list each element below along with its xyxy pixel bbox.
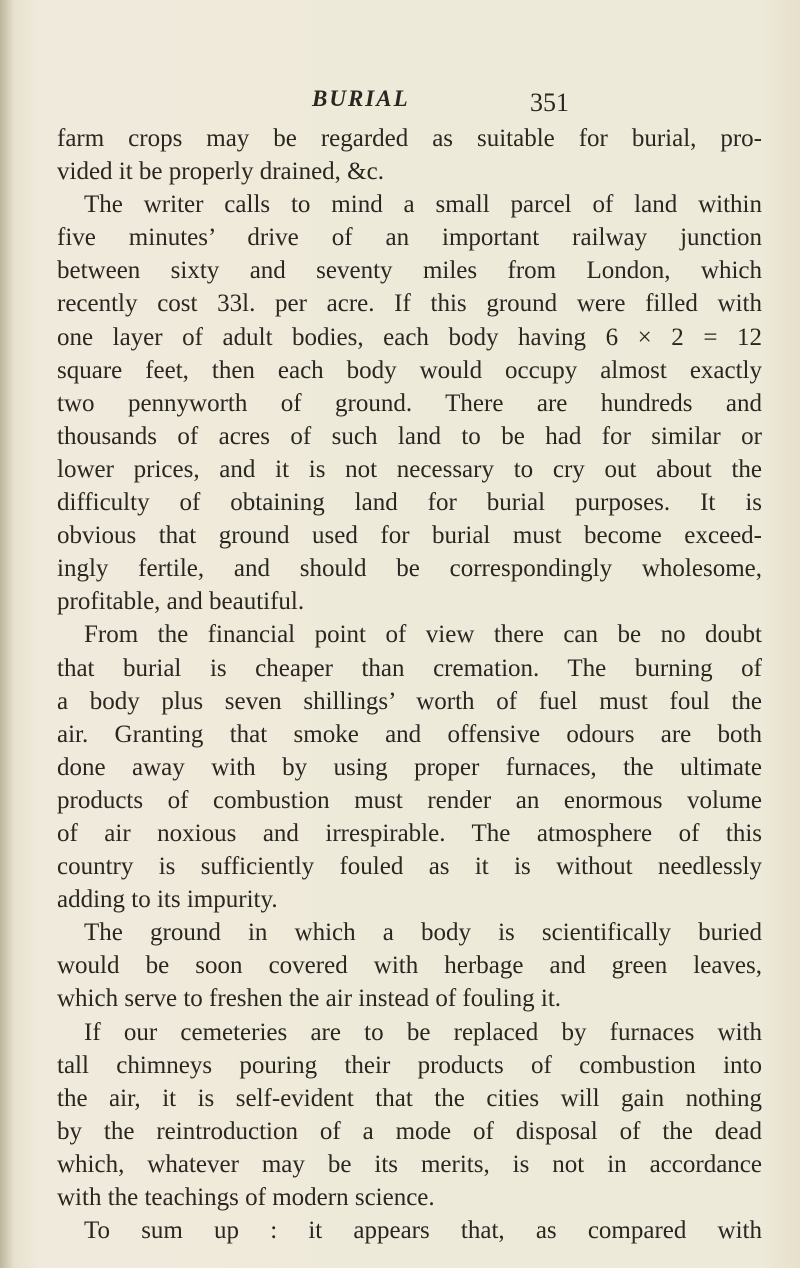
text-line: between sixty and seventy miles from London, which <box>57 257 762 285</box>
text-line: five minutes’ drive of an important railway junction <box>57 224 762 252</box>
text-line: which, whatever may be its merits, is not in accordance <box>57 1150 762 1178</box>
text-line: To sum up : it appears that, as compared with <box>84 1217 762 1245</box>
text-line: two pennyworth of ground. There are hundreds and <box>57 389 762 417</box>
text-line: obvious that ground used for burial must become exceed- <box>57 522 762 550</box>
text-line: The writer calls to mind a small parcel of land within <box>84 191 762 219</box>
text-line: a body plus seven shillings’ worth of fuel must foul the <box>57 687 762 715</box>
text-line: that burial is cheaper than cremation. The burning of <box>57 654 762 682</box>
text-line: square feet, then each body would occupy almost exactly <box>57 356 762 384</box>
page-header <box>0 86 800 120</box>
text-line: ingly fertile, and should be correspondingly wholesome, <box>57 555 762 583</box>
text-line: thousands of acres of such land to be had for similar or <box>57 422 762 450</box>
text-line: From the financial point of view there can be no doubt <box>84 621 762 649</box>
text-line: one layer of adult bodies, each body having 6 × 2 = 12 <box>57 323 762 351</box>
text-line: vided it be properly drained, &c. <box>57 158 384 186</box>
text-line: by the reintroduction of a mode of disposal of the dead <box>57 1117 762 1145</box>
spine-shadow <box>0 0 14 1268</box>
running-title: BURIAL <box>312 86 410 111</box>
text-line: country is sufficiently fouled as it is without needlessly <box>57 853 762 881</box>
text-line: lower prices, and it is not necessary to cry out about the <box>57 455 762 483</box>
text-line: The ground in which a body is scientifically buried <box>84 919 762 947</box>
text-line: of air noxious and irrespirable. The atmosphere of this <box>57 819 762 847</box>
text-line: air. Granting that smoke and offensive odours are both <box>57 720 762 748</box>
text-line: which serve to freshen the air instead of fouling it. <box>57 985 562 1013</box>
text-line: the air, it is self-evident that the cities will gain nothing <box>57 1084 762 1112</box>
text-line: done away with by using proper furnaces, the ultimate <box>57 753 762 781</box>
text-line: difficulty of obtaining land for burial purposes. It is <box>57 489 762 517</box>
text-line: would be soon covered with herbage and green leaves, <box>57 952 762 980</box>
text-line: profitable, and beautiful. <box>57 588 305 616</box>
text-line: farm crops may be regarded as suitable for burial, pro- <box>57 125 762 152</box>
text-line: recently cost 33l. per acre. If this ground were filled with <box>57 290 762 318</box>
page-number: 351 <box>530 88 569 117</box>
body-text <box>57 122 762 1247</box>
text-line: adding to its impurity. <box>57 886 278 914</box>
text-line: tall chimneys pouring their products of combustion into <box>57 1051 762 1079</box>
text-line: with the teachings of modern science. <box>57 1184 435 1211</box>
text-line: If our cemeteries are to be replaced by furnaces with <box>84 1018 762 1046</box>
text-line: products of combustion must render an enormous volume <box>57 786 762 814</box>
